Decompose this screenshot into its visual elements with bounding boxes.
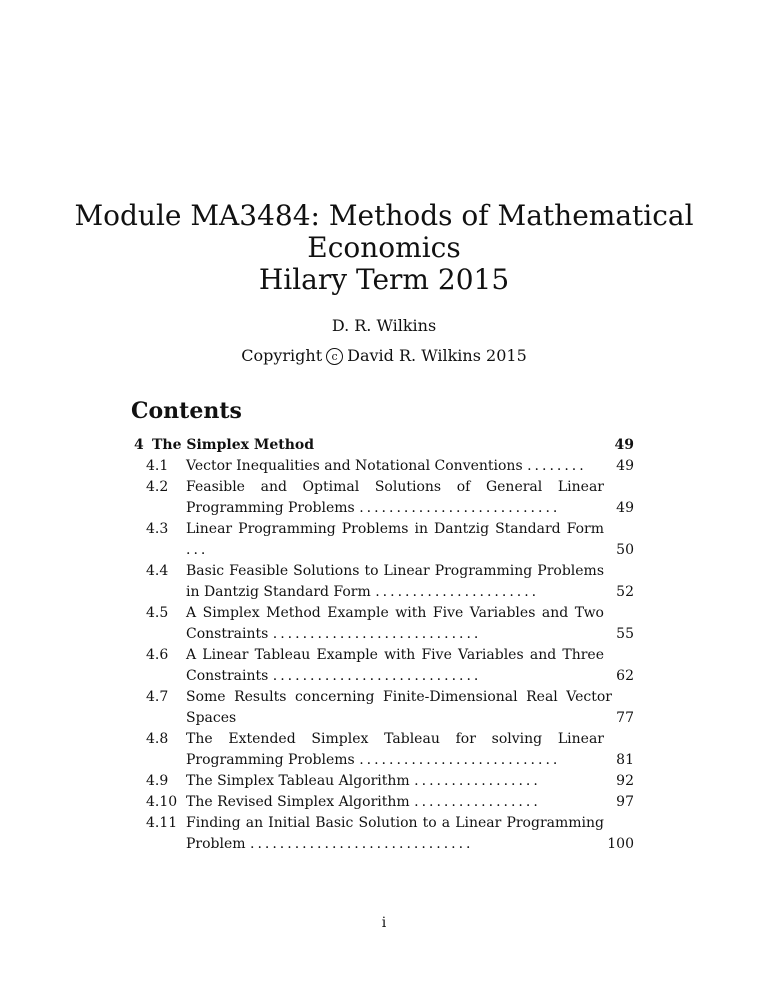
toc-entry[interactable]: 4.8 The Extended Simplex Tableau for solving Linear Programming Problems ........................... 81	[134, 729, 634, 771]
section-title: Vector Inequalities and Notational Conventions	[186, 458, 523, 474]
section-title: A Linear Tableau Example with Five Variables and Three Constraints	[186, 647, 604, 684]
toc-entry[interactable]: 4.11 Finding an Initial Basic Solution to a Linear Programming Problem .............................. 100	[134, 813, 634, 855]
section-title: The Extended Simplex Tableau for solving Linear Programming Problems	[186, 731, 604, 768]
toc-entry[interactable]: 4.2 Feasible and Optimal Solutions of General Linear Programming Problems ........................... 49	[134, 477, 634, 519]
copyright-icon: c	[326, 348, 343, 365]
page-number: i	[381, 915, 387, 931]
section-title: A Simplex Method Example with Five Variables and Two Constraints	[186, 605, 604, 642]
chapter-number: 4	[134, 437, 144, 453]
chapter-page: 49	[614, 437, 634, 453]
copyright-line	[0, 346, 768, 365]
section-page: 100	[607, 836, 634, 852]
toc-entry[interactable]	[134, 687, 634, 729]
title-line-1: Module MA3484: Methods of Mathematical	[74, 199, 694, 232]
toc-entry[interactable]: 4.4 Basic Feasible Solutions to Linear Programming Problems in Dantzig Standard Form ...................... 52	[134, 561, 634, 603]
section-number: 4.7	[146, 689, 169, 705]
section-number: 4.1	[146, 458, 169, 474]
section-page: 49	[616, 500, 634, 516]
section-page: 62	[616, 668, 634, 684]
chapter-title: The Simplex Method	[152, 437, 315, 453]
copyright-prefix: Copyright	[241, 346, 323, 365]
section-number: 4.11	[146, 815, 178, 831]
toc-entry[interactable]: 4.5 A Simplex Method Example with Five Variables and Two Constraints ............................ 55	[134, 603, 634, 645]
section-page: 77	[616, 710, 634, 726]
toc-entry[interactable]: 4.9 The Simplex Tableau Algorithm ................. 92	[134, 771, 634, 792]
section-title: The Revised Simplex Algorithm	[186, 794, 410, 810]
toc-chapter[interactable]	[134, 435, 634, 456]
section-number: 4.9	[146, 773, 169, 789]
section-number: 4.2	[146, 479, 169, 495]
title-line-2: Economics	[307, 231, 461, 264]
section-title: The Simplex Tableau Algorithm	[186, 773, 410, 789]
section-title: Some Results concerning Finite-Dimensional Real Vector Spaces	[186, 689, 612, 726]
section-number: 4.4	[146, 563, 169, 579]
section-title: Finding an Initial Basic Solution to a Linear Programming Problem	[186, 815, 604, 852]
section-title: Basic Feasible Solutions to Linear Programming Problems in Dantzig Standard Form	[186, 563, 604, 600]
section-page: 92	[616, 773, 634, 789]
contents-heading: Contents	[131, 398, 242, 424]
section-title: Feasible and Optimal Solutions of General Linear Programming Problems	[186, 479, 604, 516]
section-number: 4.10	[146, 794, 178, 810]
section-number: 4.6	[146, 647, 169, 663]
section-title: Linear Programming Problems in Dantzig Standard Form	[186, 521, 604, 537]
toc-entry[interactable]: 4.3 Linear Programming Problems in Dantzig Standard Form ... 50	[134, 519, 634, 561]
toc-entry[interactable]: 4.10 The Revised Simplex Algorithm ................. 97	[134, 792, 634, 813]
title-line-3: Hilary Term 2015	[258, 263, 510, 296]
section-page: 49	[616, 458, 634, 474]
toc-entry[interactable]: 4.1 Vector Inequalities and Notational Conventions ........ 49	[134, 456, 634, 477]
section-page: 52	[616, 584, 634, 600]
toc-entry[interactable]: 4.6 A Linear Tableau Example with Five Variables and Three Constraints ............................ 62	[134, 645, 634, 687]
document-title	[0, 200, 768, 296]
section-page: 97	[616, 794, 634, 810]
table-of-contents	[134, 435, 634, 855]
section-number: 4.8	[146, 731, 169, 747]
section-page: 55	[616, 626, 634, 642]
section-page: 50	[616, 542, 634, 558]
copyright-holder: David R. Wilkins 2015	[347, 346, 527, 365]
author: D. R. Wilkins	[331, 316, 437, 335]
section-number: 4.5	[146, 605, 169, 621]
section-number: 4.3	[146, 521, 169, 537]
section-page: 81	[616, 752, 634, 768]
